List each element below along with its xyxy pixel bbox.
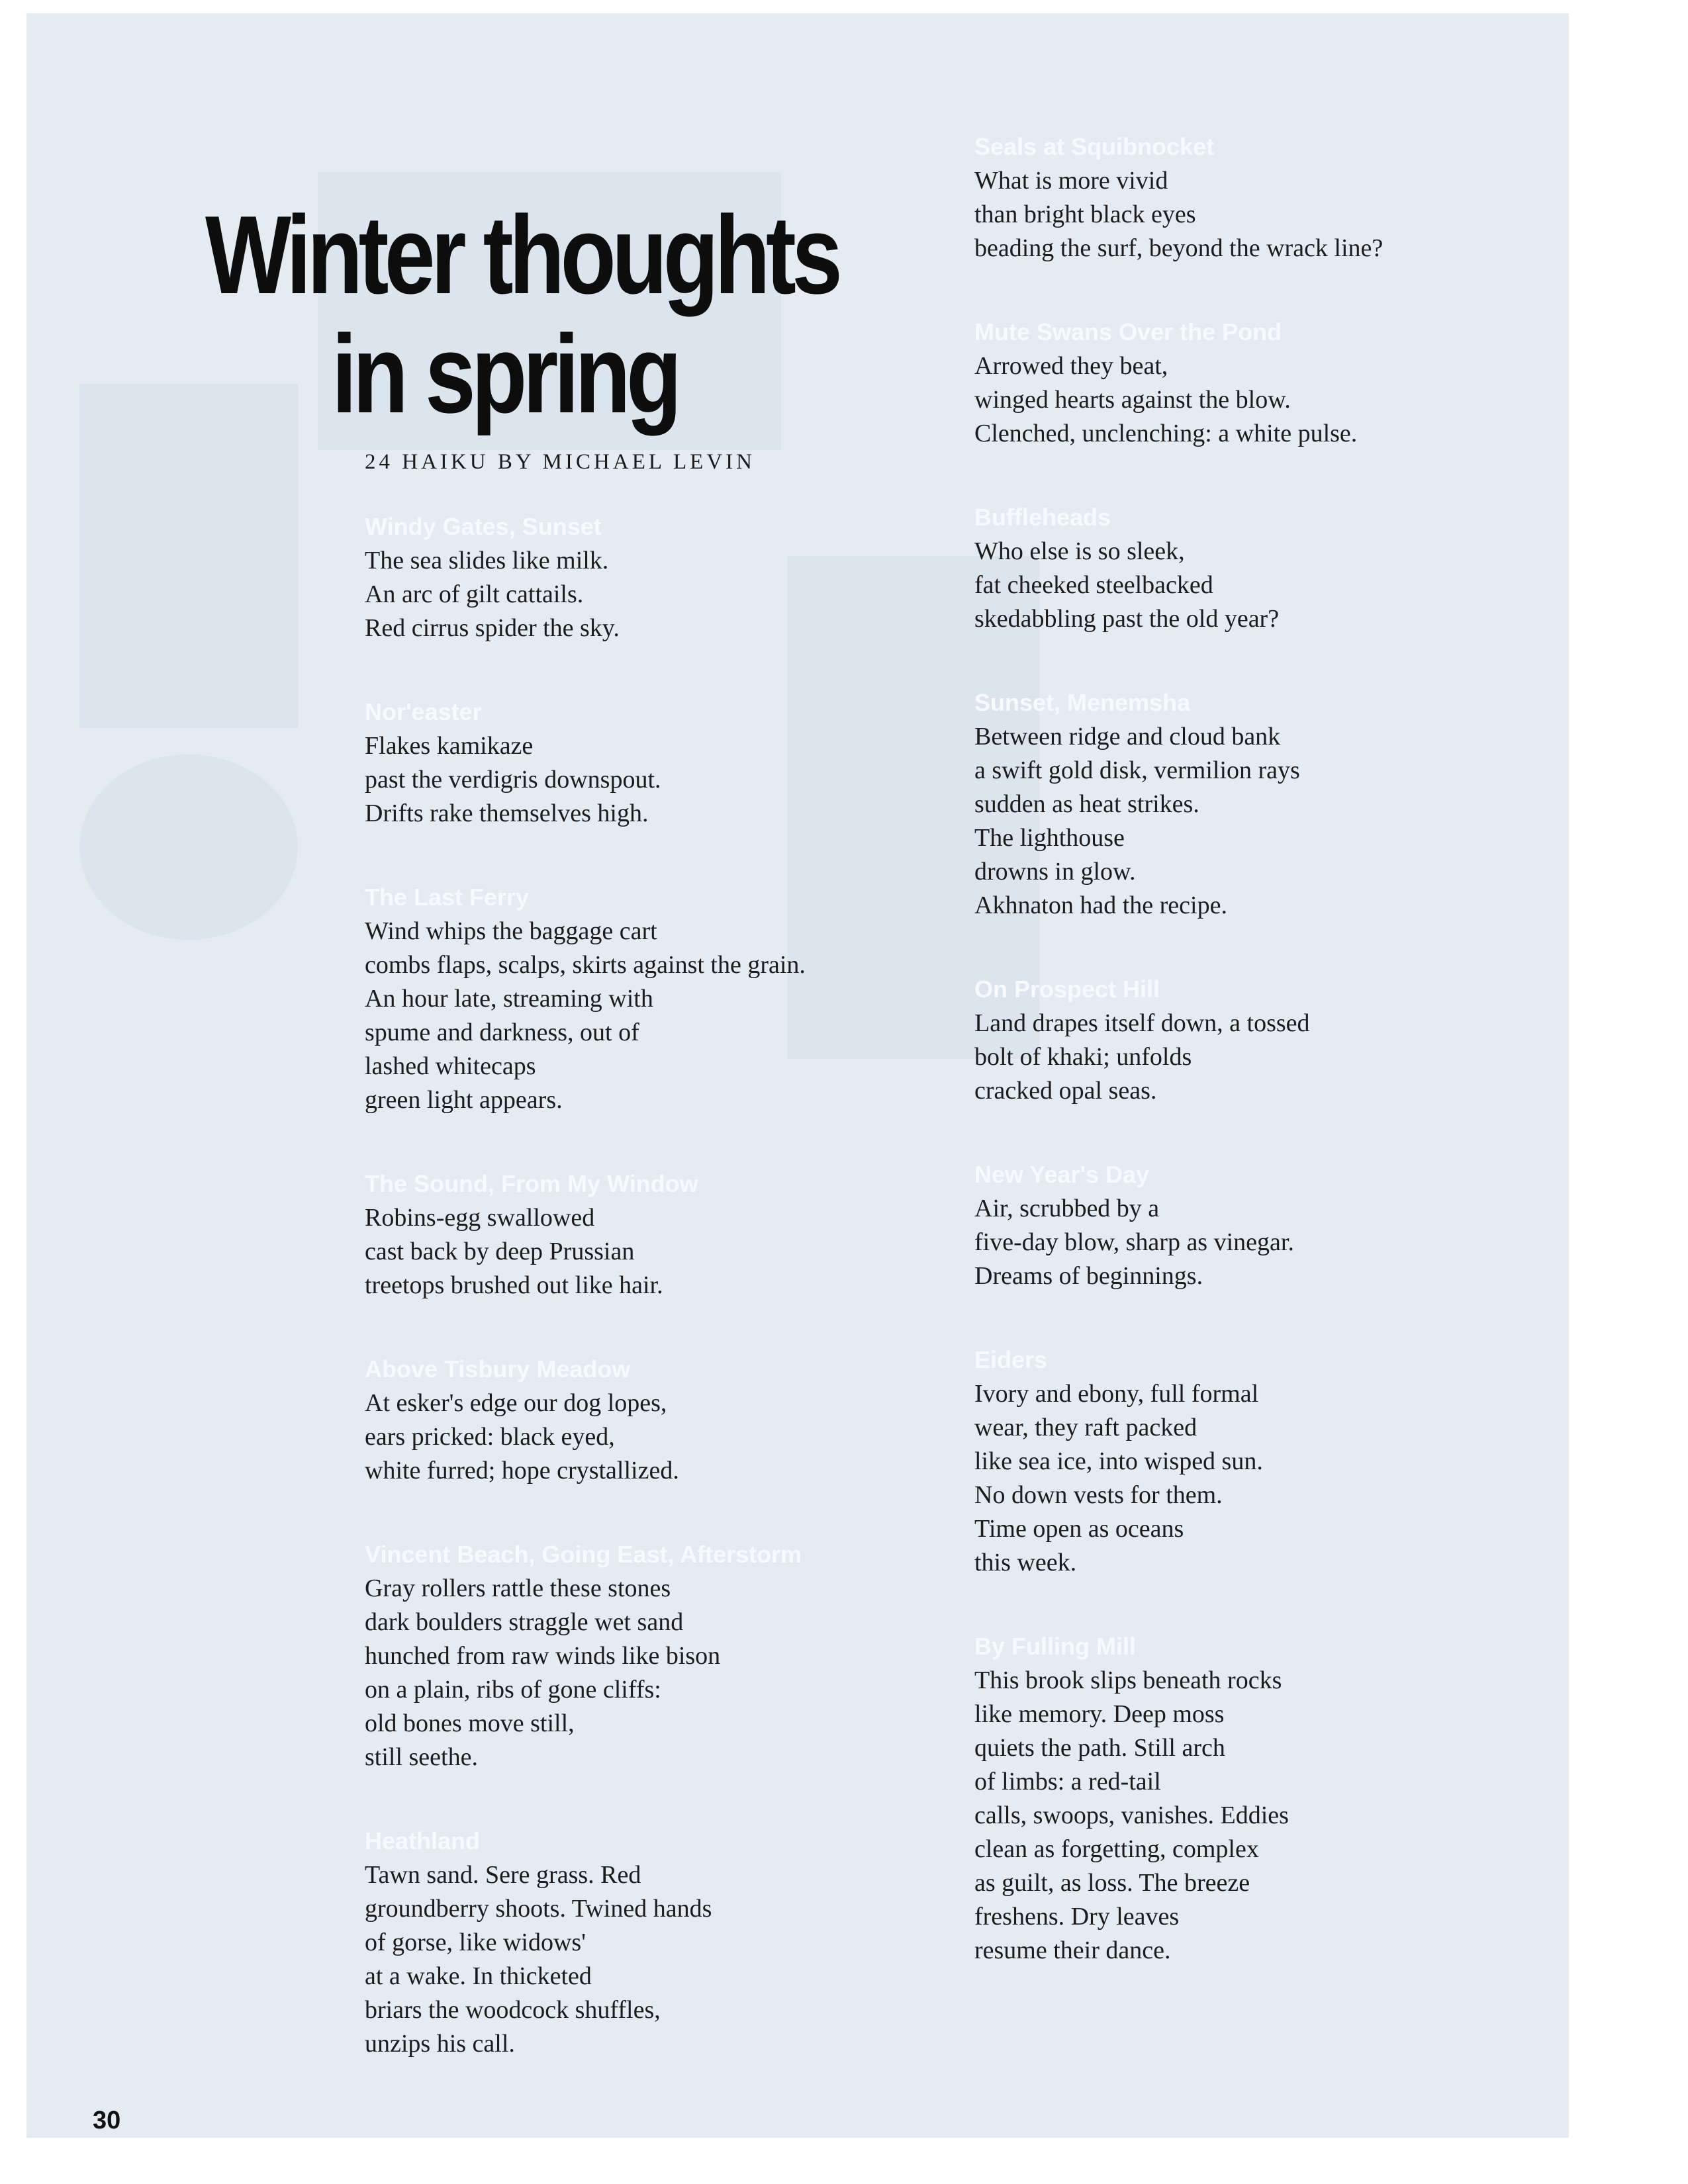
haiku-line: as guilt, as loss. The breeze xyxy=(974,1869,1250,1897)
haiku-line: Robins-egg swallowed xyxy=(365,1204,595,1232)
right-poem-column xyxy=(974,131,1557,1968)
haiku xyxy=(365,511,961,645)
haiku-line: of limbs: a red-tail xyxy=(974,1768,1161,1796)
haiku-title: Seals at Squibnocket xyxy=(974,133,1215,160)
haiku-line: drowns in glow. xyxy=(974,858,1136,886)
haiku-line: quiets the path. Still arch xyxy=(974,1734,1225,1762)
haiku-line: treetops brushed out like hair. xyxy=(365,1271,663,1299)
haiku-line: cast back by deep Prussian xyxy=(365,1238,635,1265)
haiku-line: Arrowed they beat, xyxy=(974,352,1168,380)
haiku-title: Above Tisbury Meadow xyxy=(365,1355,631,1383)
haiku-title: The Sound, From My Window xyxy=(365,1170,698,1197)
haiku-line: past the verdigris downspout. xyxy=(365,766,661,794)
poem-spacer xyxy=(974,265,1557,316)
poem-spacer xyxy=(365,645,961,696)
bleed-through-image xyxy=(79,384,298,728)
haiku-line: Tawn sand. Sere grass. Red xyxy=(365,1861,641,1889)
haiku-line: green light appears. xyxy=(365,1086,563,1114)
poem-spacer xyxy=(974,1108,1557,1159)
haiku-line: Wind whips the baggage cart xyxy=(365,917,657,945)
haiku xyxy=(974,687,1557,923)
poem-spacer xyxy=(365,1117,961,1168)
haiku-line: than bright black eyes xyxy=(974,201,1196,228)
poem-spacer xyxy=(365,1302,961,1353)
haiku-line: Dreams of beginnings. xyxy=(974,1262,1203,1290)
haiku-line: Between ridge and cloud bank xyxy=(974,723,1281,751)
haiku-line: at a wake. In thicketed xyxy=(365,1962,592,1990)
title-line-2: in spring xyxy=(332,312,678,436)
haiku-line: What is more vivid xyxy=(974,167,1168,195)
haiku-line: Akhnaton had the recipe. xyxy=(974,891,1227,919)
haiku-line: Drifts rake themselves high. xyxy=(365,799,649,827)
haiku-line: unzips his call. xyxy=(365,2030,515,2058)
haiku-line: a swift gold disk, vermilion rays xyxy=(974,756,1300,784)
bleed-through-image xyxy=(79,754,298,940)
haiku-line: Time open as oceans xyxy=(974,1515,1184,1543)
poem-spacer xyxy=(365,1774,961,1825)
haiku-line: Land drapes itself down, a tossed xyxy=(974,1009,1310,1037)
haiku-line: Flakes kamikaze xyxy=(365,732,534,760)
haiku-line: still seethe. xyxy=(365,1743,478,1771)
haiku-line: like sea ice, into wisped sun. xyxy=(974,1447,1263,1475)
poem-spacer xyxy=(974,636,1557,687)
haiku-line: bolt of khaki; unfolds xyxy=(974,1043,1192,1071)
haiku xyxy=(974,316,1557,451)
haiku-title: Sunset, Menemsha xyxy=(974,689,1191,716)
haiku-line: like memory. Deep moss xyxy=(974,1700,1225,1728)
haiku-title: Heathland xyxy=(365,1827,481,1854)
haiku-line: No down vests for them. xyxy=(974,1481,1223,1509)
haiku xyxy=(974,1631,1557,1968)
haiku-line: Red cirrus spider the sky. xyxy=(365,614,620,642)
haiku-line: Air, scrubbed by a xyxy=(974,1195,1160,1222)
haiku xyxy=(974,1159,1557,1293)
haiku-line: beading the surf, beyond the wrack line? xyxy=(974,234,1383,262)
haiku-title: The Last Ferry xyxy=(365,884,530,911)
haiku xyxy=(365,1825,961,2061)
haiku-line: five-day blow, sharp as vinegar. xyxy=(974,1228,1294,1256)
magazine-page xyxy=(26,13,1569,2138)
haiku-title: Eiders xyxy=(974,1346,1048,1373)
haiku-line: The lighthouse xyxy=(974,824,1125,852)
left-poem-column xyxy=(365,511,961,2061)
haiku xyxy=(365,1539,961,1774)
haiku-line: resume their dance. xyxy=(974,1936,1171,1964)
haiku-line: white furred; hope crystallized. xyxy=(365,1457,679,1484)
haiku-line: The sea slides like milk. xyxy=(365,547,609,574)
haiku-title: Buffleheads xyxy=(974,504,1111,531)
haiku-line: This brook slips beneath rocks xyxy=(974,1666,1282,1694)
haiku xyxy=(365,882,961,1117)
haiku-line: sudden as heat strikes. xyxy=(974,790,1199,818)
haiku xyxy=(974,131,1557,265)
poem-spacer xyxy=(974,1293,1557,1344)
poem-spacer xyxy=(365,1488,961,1539)
page-number: 30 xyxy=(93,2107,121,2134)
haiku xyxy=(974,974,1557,1108)
poem-spacer xyxy=(974,923,1557,974)
haiku-line: on a plain, ribs of gone cliffs: xyxy=(365,1676,661,1704)
haiku-line: Gray rollers rattle these stones xyxy=(365,1574,671,1602)
haiku xyxy=(365,696,961,831)
haiku-title: Windy Gates, Sunset xyxy=(365,513,602,540)
article-title xyxy=(205,193,839,436)
haiku-title: By Fulling Mill xyxy=(974,1633,1136,1660)
haiku xyxy=(974,1344,1557,1580)
haiku-line: calls, swoops, vanishes. Eddies xyxy=(974,1801,1289,1829)
haiku-title: New Year's Day xyxy=(974,1161,1150,1188)
byline: 24 HAIKU BY MICHAEL LEVIN xyxy=(365,450,755,474)
haiku-line: skedabbling past the old year? xyxy=(974,605,1280,633)
haiku-line: dark boulders straggle wet sand xyxy=(365,1608,684,1636)
haiku-line: wear, they raft packed xyxy=(974,1414,1197,1441)
haiku-line: lashed whitecaps xyxy=(365,1052,536,1080)
title-line-1: Winter thoughts xyxy=(205,193,839,317)
haiku-line: clean as forgetting, complex xyxy=(974,1835,1259,1863)
haiku-line: fat cheeked steelbacked xyxy=(974,571,1213,599)
haiku-line: winged hearts against the blow. xyxy=(974,386,1291,414)
haiku-line: groundberry shoots. Twined hands xyxy=(365,1895,712,1923)
haiku-line: Who else is so sleek, xyxy=(974,537,1185,565)
haiku-line: At esker's edge our dog lopes, xyxy=(365,1389,667,1417)
haiku-line: spume and darkness, out of xyxy=(365,1019,639,1046)
haiku-title: Nor'easter xyxy=(365,698,482,725)
poem-spacer xyxy=(974,1580,1557,1631)
haiku-line: hunched from raw winds like bison xyxy=(365,1642,721,1670)
haiku-line: An hour late, streaming with xyxy=(365,985,653,1013)
haiku-line: freshens. Dry leaves xyxy=(974,1903,1180,1931)
haiku-title: Vincent Beach, Going East, Afterstorm xyxy=(365,1541,802,1568)
haiku-line: ears pricked: black eyed, xyxy=(365,1423,615,1451)
poem-spacer xyxy=(365,831,961,882)
haiku xyxy=(365,1353,961,1488)
haiku-line: of gorse, like widows' xyxy=(365,1929,586,1956)
haiku-title: Mute Swans Over the Pond xyxy=(974,318,1282,345)
poem-spacer xyxy=(974,451,1557,502)
haiku xyxy=(974,502,1557,636)
haiku-line: Ivory and ebony, full formal xyxy=(974,1380,1259,1408)
haiku-line: cracked opal seas. xyxy=(974,1077,1157,1105)
haiku-line: combs flaps, scalps, skirts against the grain. xyxy=(365,951,806,979)
haiku-line: Clenched, unclenching: a white pulse. xyxy=(974,420,1358,447)
haiku xyxy=(365,1168,961,1302)
haiku-title: On Prospect Hill xyxy=(974,976,1160,1003)
haiku-line: this week. xyxy=(974,1549,1077,1576)
haiku-line: old bones move still, xyxy=(365,1709,575,1737)
haiku-line: briars the woodcock shuffles, xyxy=(365,1996,661,2024)
haiku-line: An arc of gilt cattails. xyxy=(365,580,584,608)
